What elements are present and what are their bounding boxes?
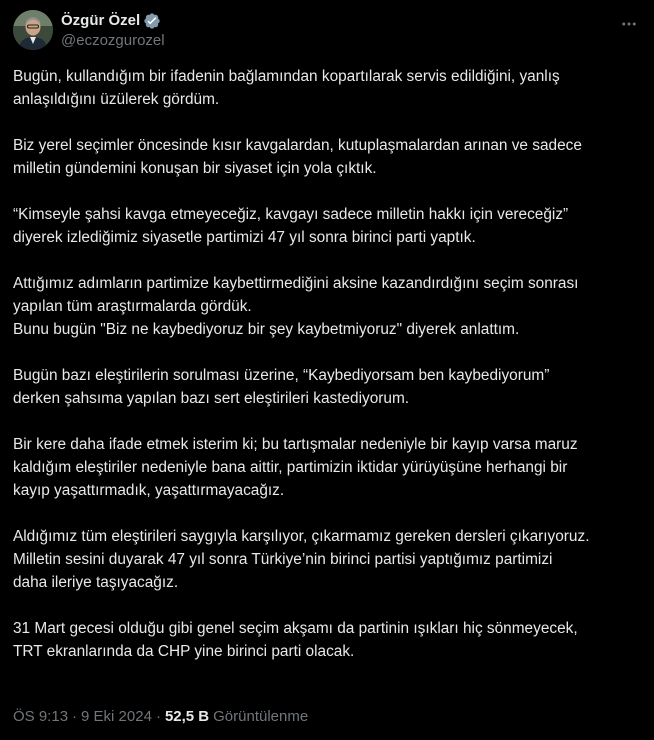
tweet-line: TRT ekranlarında da CHP yine birinci parti olacak. (13, 643, 355, 660)
tweet-line: diyerek izlediğimiz siyasetle partimizi 47 yıl sonra birinci parti yaptık. (13, 229, 476, 246)
tweet-line: Aldığımız tüm eleştirileri saygıyla karşılıyor, çıkarmamız gereken dersleri çıkarıyoruz. (13, 528, 590, 545)
views-label: Görüntülenme (213, 708, 309, 725)
author-handle[interactable]: @eczozgurozel (61, 32, 165, 49)
avatar-image (13, 10, 53, 50)
tweet-line: Bugün bazı eleştirilerin sorulması üzerine, “Kaybediyorsam ben kaybediyorum” (13, 367, 550, 384)
author-name-row (61, 11, 161, 31)
tweet-paragraph (13, 525, 643, 594)
tweet-line: kayıp yaşattırmadık, yaşattırmayacağız. (13, 482, 285, 499)
verified-badge-icon[interactable] (143, 12, 161, 30)
tweet-line: yapılan tüm araştırmalarda gördük. (13, 298, 252, 315)
meta-separator: · (72, 708, 78, 725)
tweet-header (13, 10, 643, 54)
tweet-line: milletin gündemini konuşan bir siyaset için yola çıktık. (13, 160, 377, 177)
tweet-date[interactable]: 9 Eki 2024 (81, 708, 152, 725)
tweet-text (13, 65, 643, 686)
tweet-line: “Kimseyle şahsi kavga etmeyeceğiz, kavgayı sadece milletin hakkı için vereceğiz” (13, 206, 569, 223)
avatar[interactable] (13, 10, 53, 50)
tweet-paragraph (13, 134, 643, 180)
tweet-paragraph (13, 364, 643, 410)
tweet-paragraph (13, 65, 643, 111)
tweet-meta (13, 707, 308, 727)
author-name[interactable]: Özgür Özel (61, 12, 141, 29)
tweet-paragraph (13, 433, 643, 502)
tweet-line: Attığımız adımların partimize kaybettirmediğini aksine kazandırdığını seçim sonrası (13, 275, 579, 292)
tweet-line: Bir kere daha ifade etmek isterim ki; bu tartışmalar nedeniyle bir kayıp varsa maruz (13, 436, 578, 453)
tweet-line: kaldığım eleştiriler nedeniyle bana aittir, partimizin iktidar yürüyüşüne herhangi bir (13, 459, 568, 476)
views-count: 52,5 B (164, 708, 210, 725)
tweet-line: daha ileriye taşıyacağız. (13, 574, 179, 591)
tweet-line: 31 Mart gecesi olduğu gibi genel seçim akşamı da partinin ışıkları hiç sönmeyecek, (13, 620, 578, 637)
tweet-paragraph (13, 617, 643, 663)
tweet-line: Bunu bugün "Biz ne kaybediyoruz bir şey kaybetmiyoruz" diyerek anlattım. (13, 321, 520, 338)
meta-separator: · (155, 708, 161, 725)
tweet-paragraph (13, 203, 643, 249)
tweet-line: Milletin sesini duyarak 47 yıl sonra Türkiye’nin birinci partisi yaptığımız partimizi (13, 551, 553, 568)
tweet-line: derken şahsıma yapılan bazı sert eleştirileri kastediyorum. (13, 390, 410, 407)
tweet-paragraph (13, 272, 643, 341)
tweet-line: Biz yerel seçimler öncesinde kısır kavgalardan, kutuplaşmalardan arınan ve sadece (13, 137, 582, 154)
more-options-icon[interactable] (619, 14, 639, 34)
tweet-line: Bugün, kullandığım bir ifadenin bağlamından kopartılarak servis edildiğini, yanlış (13, 68, 560, 85)
tweet-line: anlaşıldığını üzülerek gördüm. (13, 91, 220, 108)
tweet-time[interactable]: ÖS 9:13 (13, 708, 69, 725)
